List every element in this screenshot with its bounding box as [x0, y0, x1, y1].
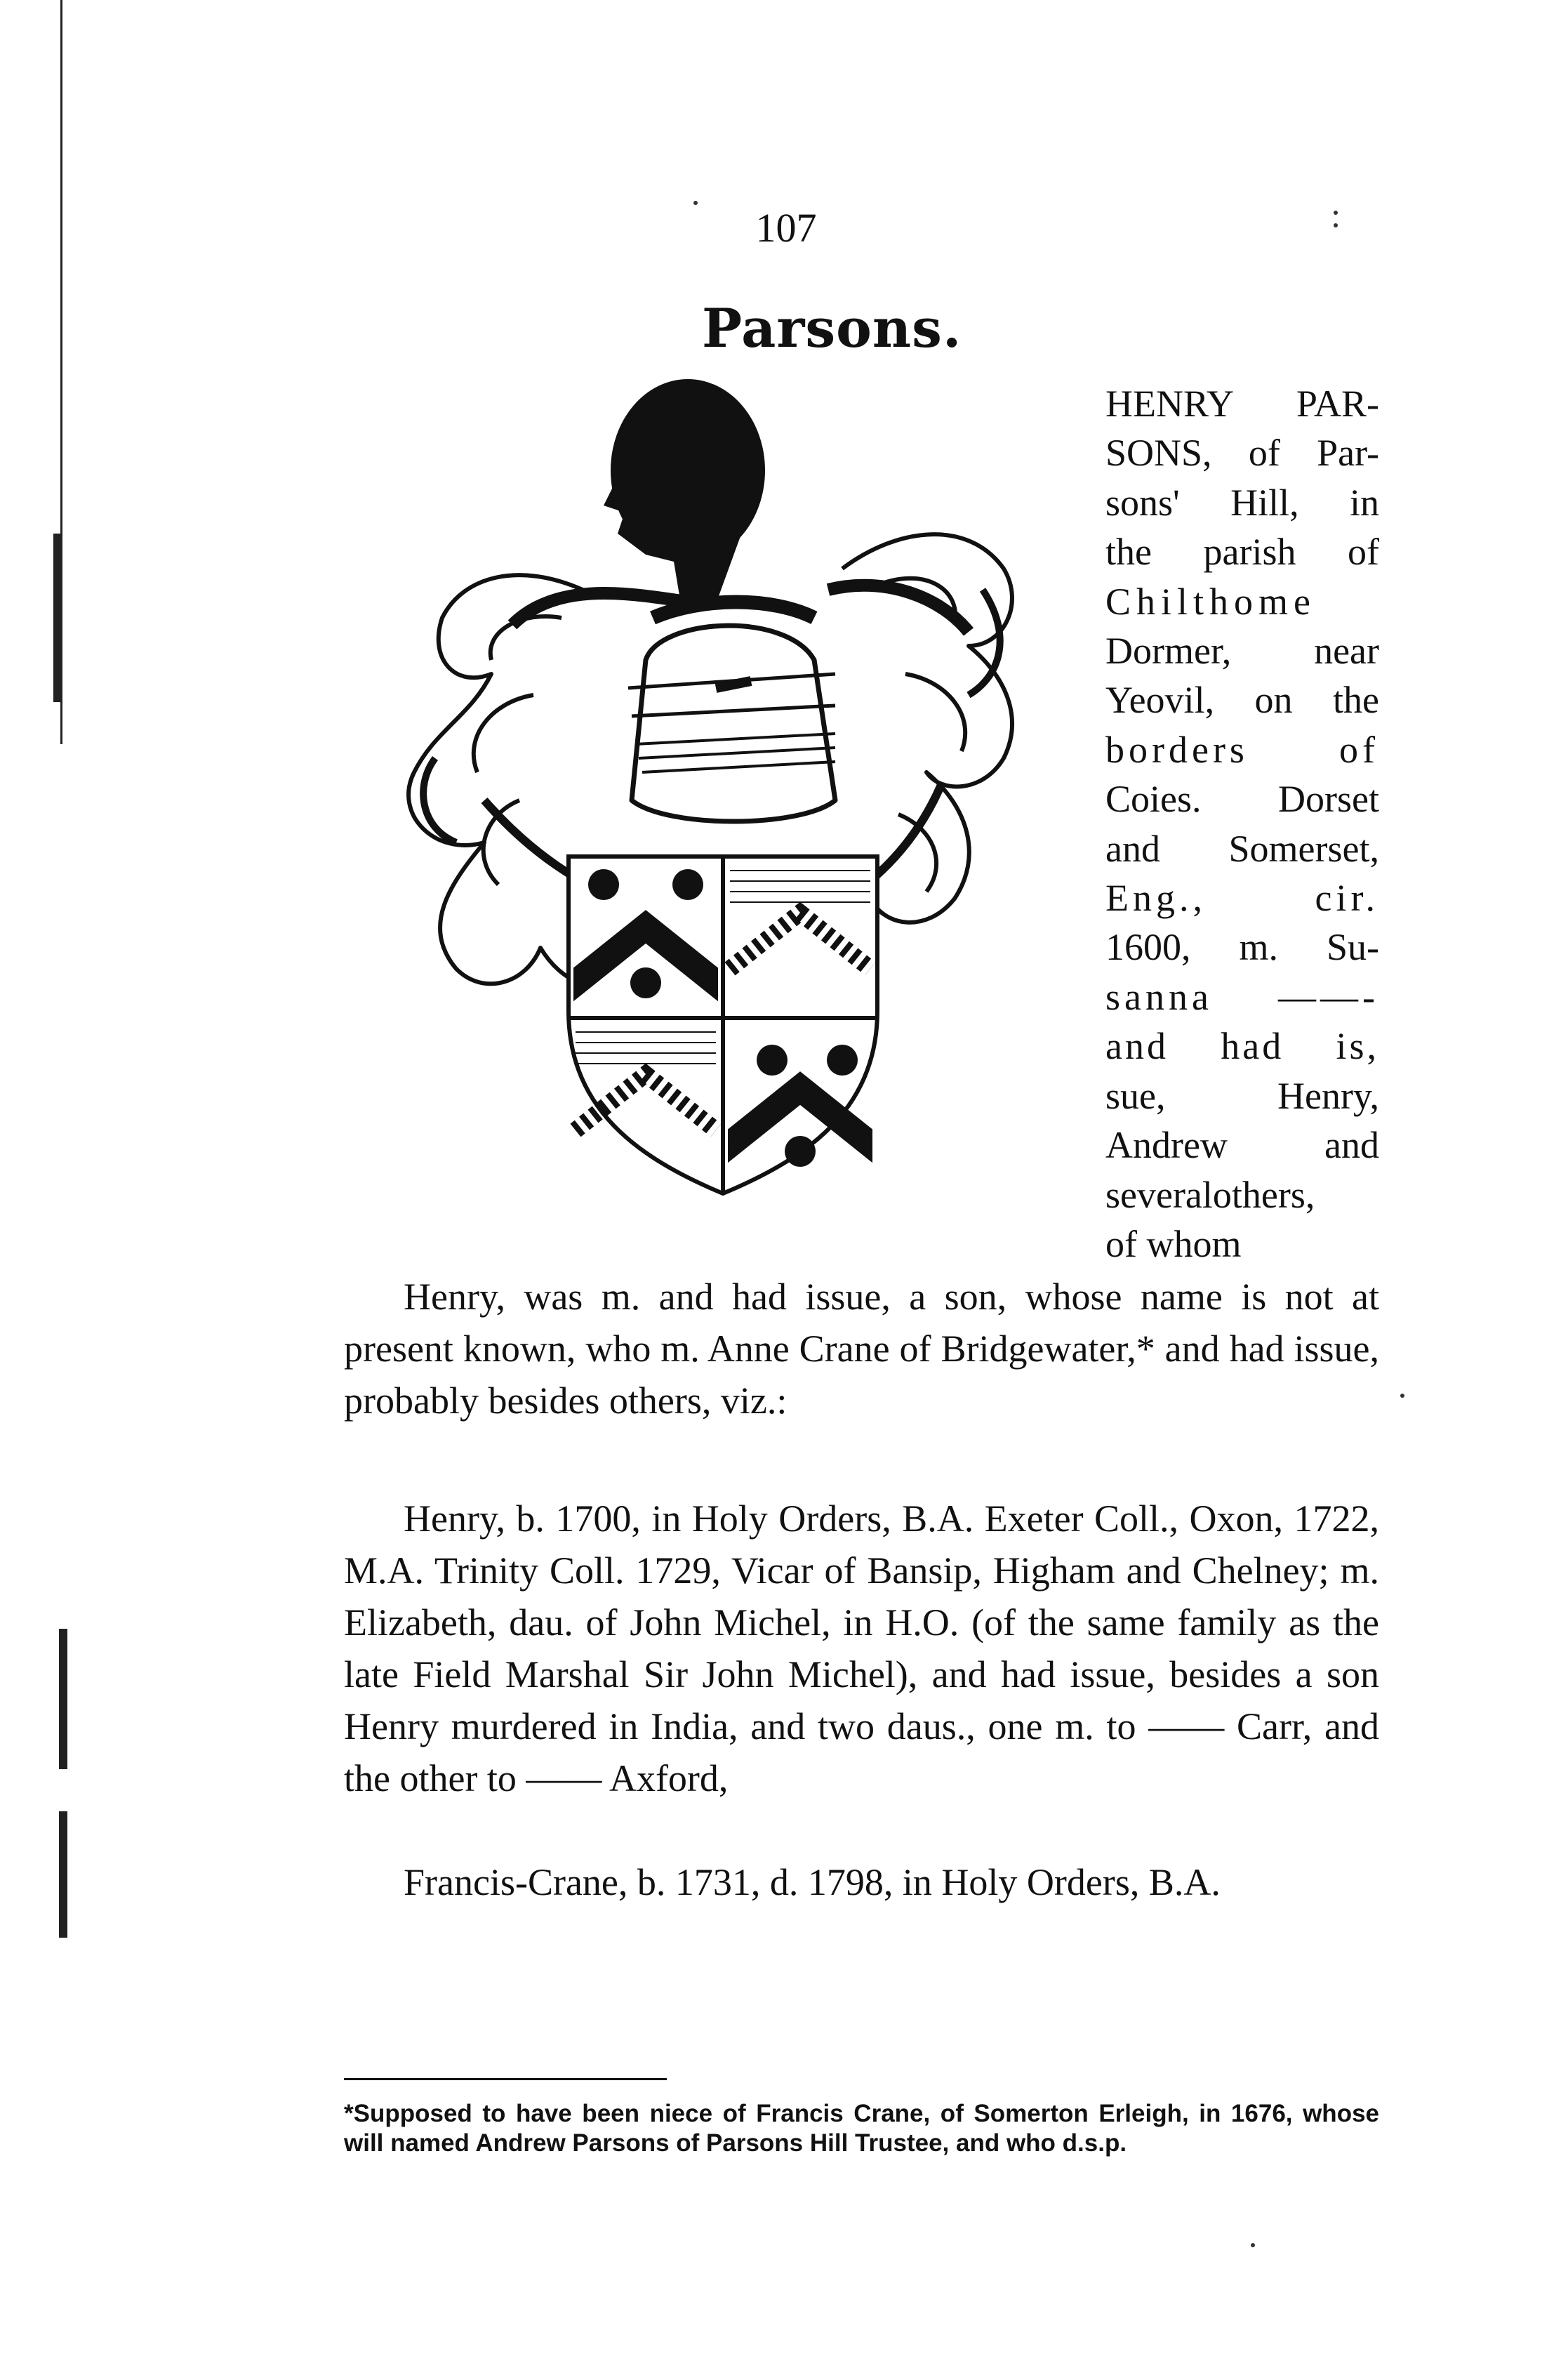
scan-edge-mark-1	[53, 534, 62, 702]
side-text-line: borders of	[1105, 728, 1379, 771]
side-text-line: HENRY PAR-	[1105, 383, 1379, 425]
page-title: Parsons.	[702, 297, 962, 359]
coat-of-arms-illustration	[351, 365, 1088, 1236]
side-text-line: and Somerset,	[1105, 827, 1379, 870]
footnote: *Supposed to have been niece of Francis Crane, of Somerton Erleigh, in 1676, whose will named Andrew Parsons of Parsons Hill Trustee, and who d.s.p.	[344, 2100, 1379, 2157]
body-paragraph-1: Henry, was m. and had issue, a son, whose name is not at present known, who m. Anne Crane of Bridgewater,* and had issue, probably besides others, viz.:	[344, 1276, 1379, 1422]
scan-dot	[1251, 2243, 1255, 2247]
side-text-column	[1105, 379, 1379, 1269]
side-text-line: SONS, of Par-	[1105, 432, 1379, 475]
scan-dot	[1400, 1394, 1404, 1398]
scan-dot	[693, 201, 698, 205]
side-text-line: sanna ——-	[1105, 975, 1379, 1018]
scan-edge-mark-3	[59, 1811, 67, 1938]
scan-dot	[1334, 223, 1338, 227]
body-paragraph-3: Francis-Crane, b. 1731, d. 1798, in Holy Orders, B.A.	[404, 1861, 1221, 1903]
side-text-line: Eng., cir.	[1105, 877, 1379, 920]
side-text-line: of whom	[1105, 1222, 1242, 1265]
side-text-line: sons' Hill, in	[1105, 481, 1379, 524]
side-text-line: 1600, m. Su-	[1105, 926, 1379, 969]
page-number: 107	[755, 205, 817, 251]
side-text-line: Yeovil, on the	[1105, 679, 1379, 722]
side-text-line: sue, Henry,	[1105, 1074, 1379, 1117]
side-text-line: Coies. Dorset	[1105, 778, 1379, 821]
side-text-line: severalothers,	[1105, 1173, 1315, 1216]
scan-dot	[1334, 211, 1338, 215]
scan-edge-mark-2	[59, 1629, 67, 1769]
footnote-divider	[344, 2078, 667, 2080]
side-text-line: and had is,	[1105, 1025, 1379, 1068]
side-text-line: Dormer, near	[1105, 630, 1379, 673]
side-text-line: the parish of	[1105, 531, 1379, 574]
side-text-line: Chilthome	[1105, 580, 1316, 623]
body-paragraph-2: Henry, b. 1700, in Holy Orders, B.A. Exeter Coll., Oxon, 1722, M.A. Trinity Coll. 1729, Vicar of Bansip, Higham and Chelney; m. Elizabeth, dau. of John Michel, in H.O. (of the same family as the late Field Marshal Sir John Michel), and had issue, besides a son Henry murdered in India, and two daus., one m. to —— Carr, and the other to —— Axford,	[344, 1497, 1379, 1799]
side-text-line: Andrew and	[1105, 1124, 1379, 1167]
